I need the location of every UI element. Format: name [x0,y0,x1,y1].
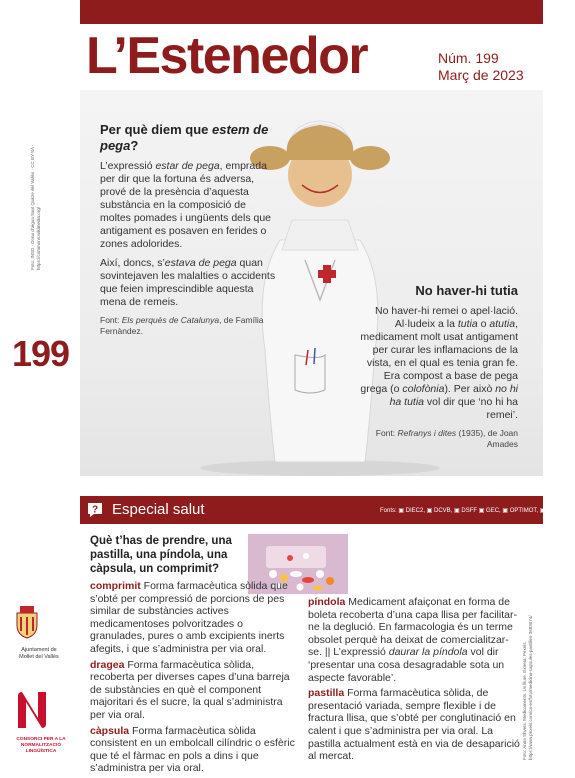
article1-source [100,315,278,337]
text-run: (1935), de Joan Amades [456,428,518,449]
section-fonts: Fonts: ▣ DIEC2, ▣ DCVB, ▣ DSFF ▣ GEC, ▣ OPTIMOT, ▣ TERMCAT [380,508,575,514]
issue-big-number: 199 [12,333,70,374]
entry-pastilla [308,687,520,763]
text-run: L’expressió [100,160,156,172]
top-band [80,0,543,24]
text-run: , medicament molt usat antigament per curar les inflamacions de la vista, en el qual es tenia gran fe. Era compost a base de pega grega (o [360,318,518,395]
article1-title-italic: estem de pega [100,122,269,153]
text-italic: colofònia [402,383,445,395]
issue-info [438,50,524,84]
term-dragea: dragea [90,658,125,671]
article2-paragraph [358,305,518,422]
question-bubble-icon [86,501,104,519]
term-comprimit: comprimit [90,580,141,592]
definition-text: Forma farmacèutica sòlida, recoberta per diverses capes d’una barreja de substàncies en què el component majoritari és el sucre, la qual s’administra per via oral. [90,658,290,721]
text-run: quan sovintejaven les malalties o accidents que feien imprescindible aquesta mena de remeis. [100,257,276,308]
section-title: Especial salut [112,501,205,518]
masthead-title: L’Estenedor [86,27,368,85]
definition-text: Forma farmacèutica sòlida que s’obté per compressió de porcions de pes similar de substàncies actives medicamentoses polvoritzades o granulades, pures o amb excipients inerts afegits, i que s’administra per via oral. [90,580,288,655]
text-run: ). Per això [444,383,496,395]
article2-source [358,428,518,450]
definition-italic: daurar la píndola [388,646,468,659]
text-run: Font: [375,428,398,438]
text-run: o [477,318,490,330]
section-header-bar [80,496,575,524]
dictionary-question: Què t’has de prendre, una pastilla, una píndola, una càpsula, un comprimit? [90,535,232,575]
entry-pindola [308,596,520,684]
text-italic: no hi ha tutia [389,383,518,408]
coat-of-arms-icon [14,605,40,639]
issue-number: Núm. 199 [438,50,499,66]
definition-text: Forma farmacèutica sòlida, de presentació variada, sempre flexible i de fractura llisa, que s’obté per conglutinació en calent i que s’administra per via oral. La pastilla actualment està en via de desaparició al mercat. [308,687,520,763]
text-run: Així, doncs, s’ [100,257,165,269]
entry-dragea [90,659,298,722]
term-pastilla: pastilla [308,687,345,700]
text-run: , emprada per dir que la fortuna és adversa, prové de la presència d’aquesta substància en la composició de moltes pomades i ungüents dels que antigament es posaven en ferides o zones adolorides. [100,160,272,250]
definition-text: Forma farmacèutica sòlida consistent en un embolcall cilíndric o esfèric que té el fàrmac en pols a dins i que s’administra per via oral. [90,724,295,775]
article2-title: No haver-hi tutia [415,283,518,298]
definition-text: Medicament afaiçonat en forma de boleta recoberta d’una capa llisa per facilitar-ne la deglució. En farmacologia és un terme obsolet perquè ha deixat de comercialitzar-se. || L’expressió [308,596,517,659]
article-estar-de-pega [100,122,278,343]
cpnl-logo-block [14,690,68,755]
photo-credit-right: Foto: Anna Shvets. Medicaments. Ús lliure. Extreta: Pexels. https://www.pexels.com/ca-es/foto/medicina-capsules-pastilles-3683074/ [522,615,533,760]
article1-title-end: ? [130,138,139,153]
text-run: No haver-hi remei o apel·lació. Al·ludeix a la [375,305,518,330]
article1-title [100,122,278,154]
entry-capsula [90,725,298,775]
text-italic: Els perquès de Catalunya [121,315,220,325]
text-run: Font: [100,315,122,325]
issue-date: Març de 2023 [438,67,524,83]
svg-text:?: ? [91,504,99,516]
ajuntament-emblem [14,605,64,661]
text-run: , de Família Fernàndez. [100,315,264,336]
ajuntament-label: Ajuntament de Mollet del Vallès [19,647,59,660]
text-italic: atutia [489,318,516,330]
text-italic: estar de pega [155,160,220,172]
cpnl-logo-icon [14,690,50,730]
text-italic: tutia [457,318,478,330]
article1-title-part: Per què diem que [100,122,212,137]
article1-paragraph2 [100,257,278,309]
text-italic: Refranys i dites [397,428,457,438]
photo-credit-left: Foto: INSD · Dona d’aigua Sant Quirze del Vallès · CC BY-SA · https://commons.wikimedia.org/ [30,144,41,270]
entry-comprimit [90,580,298,656]
cpnl-label: CONSORCI PER A LA NORMALITZACIÓ LINGÜÍSTICA [16,737,66,754]
article1-paragraph1 [100,160,278,251]
term-pindola: píndola [308,596,346,608]
article-no-haver-hi-tutia [358,283,518,456]
text-italic: estava de pega [164,257,237,269]
term-capsula: càpsula [90,724,130,737]
dictionary-column-2 [308,534,520,766]
dictionary-column-1 [90,534,298,778]
definition-text: vol dir ‘presentar una cosa desagradable sota un aspecte favorable’. [308,646,505,684]
text-run: vol dir que ‘no hi ha remei’. [424,396,518,421]
